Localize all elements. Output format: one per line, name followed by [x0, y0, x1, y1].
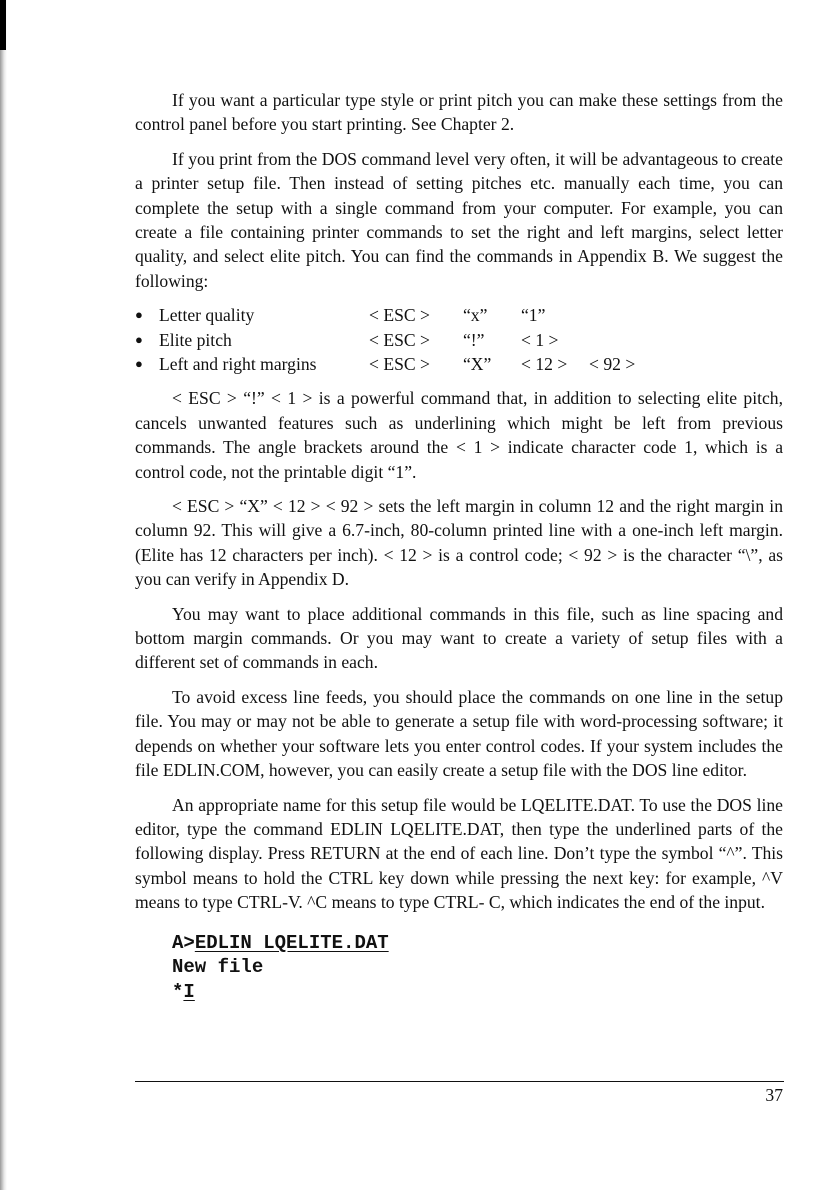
paragraph-setup-file: If you print from the DOS command level very often, it will be advantageous to create a printer setup file. Then instead of setting pitches etc. manually each time, you can complete the setup with a single command from your computer. For example, you can create a file containing printer commands to set the right and left margins, select letter quality, and select elite pitch. You can find the commands in Appendix B. We suggest the following:	[135, 148, 783, 291]
command-escape: < ESC >	[369, 354, 430, 375]
edlin-session	[172, 931, 783, 1005]
bullet-icon: ●	[135, 331, 143, 347]
paragraph-additional-commands: You may want to place additional commands in this file, such as line spacing and bottom margin commands. Or you may want to create a variety of setup files with a different set of commands in each.	[135, 603, 783, 673]
command-argument: < 1 >	[521, 329, 559, 350]
printer-command-list	[135, 303, 783, 376]
paragraph-margin-command: < ESC > “X” < 12 > < 92 > sets the left margin in column 12 and the right margin in column 92. This will give a 6.7-inch, 80-column printed line with a one-inch left margin. (Elite has 12 characters per inch). < 12 > is a control code; < 92 > is the character “\”, as you can verify in Appendix D.	[135, 496, 783, 590]
list-item	[135, 328, 783, 352]
command-argument: “1”	[521, 305, 546, 326]
code-line	[172, 931, 783, 956]
command-argument: < 92 >	[589, 354, 636, 375]
paragraph-line-feeds: To avoid excess line feeds, you should place the commands on one line in the setup file. You may or may not be able to generate a setup file with word-processing software; it depends on whether your software lets you enter control codes. If your system includes the file EDLIN.COM, however, you can easily create a setup file with the DOS line editor.	[135, 686, 783, 781]
page-number: 37	[765, 1085, 783, 1105]
page-binding-edge	[0, 0, 7, 1190]
dos-prompt: A>	[172, 931, 195, 954]
paragraph-control-panel: If you want a particular type style or print pitch you can make these settings from the control panel before you start printing. See Chapter 2.	[135, 90, 783, 135]
list-item	[135, 303, 783, 327]
paragraph-elite-command: < ESC > “!” < 1 > is a powerful command that, in addition to selecting elite pitch, cancels unwanted features such as underlining which might be left from previous commands. The angle brackets around the < 1 > indicate character code 1, which is a control code, not the printable digit “1”.	[135, 388, 783, 482]
command-label: Elite pitch	[159, 329, 232, 350]
footer-rule	[135, 1081, 784, 1082]
command-label: Letter quality	[159, 305, 255, 326]
edlin-prompt: *	[172, 980, 184, 1003]
code-line: New file	[172, 956, 264, 979]
list-item	[135, 352, 783, 376]
page-edge-mark	[0, 0, 6, 50]
command-escape: < ESC >	[369, 329, 430, 350]
command-argument: “!”	[463, 329, 485, 350]
paragraph-edlin-instructions: An appropriate name for this setup file would be LQELITE.DAT. To use the DOS line editor, type the command EDLIN LQELITE.DAT, then type the underlined parts of the following display. Press RETURN at the end of each line. Don’t type the symbol “^”. This symbol means to hold the CTRL key down while pressing the next key: for example, ^V means to type CTRL-V. ^C means to type CTRL- C, which indicates the end of the input.	[135, 794, 783, 913]
bullet-icon: ●	[135, 307, 143, 323]
command-label: Left and right margins	[159, 354, 317, 375]
command-escape: < ESC >	[369, 305, 430, 326]
typed-command: I	[183, 980, 195, 1003]
command-argument: < 12 >	[521, 354, 568, 375]
code-line	[172, 980, 783, 1005]
command-argument: “x”	[463, 305, 488, 326]
command-argument: “X”	[463, 354, 492, 375]
typed-command: EDLIN LQELITE.DAT	[194, 931, 389, 954]
bullet-icon: ●	[135, 356, 143, 372]
page-body	[135, 88, 783, 1004]
